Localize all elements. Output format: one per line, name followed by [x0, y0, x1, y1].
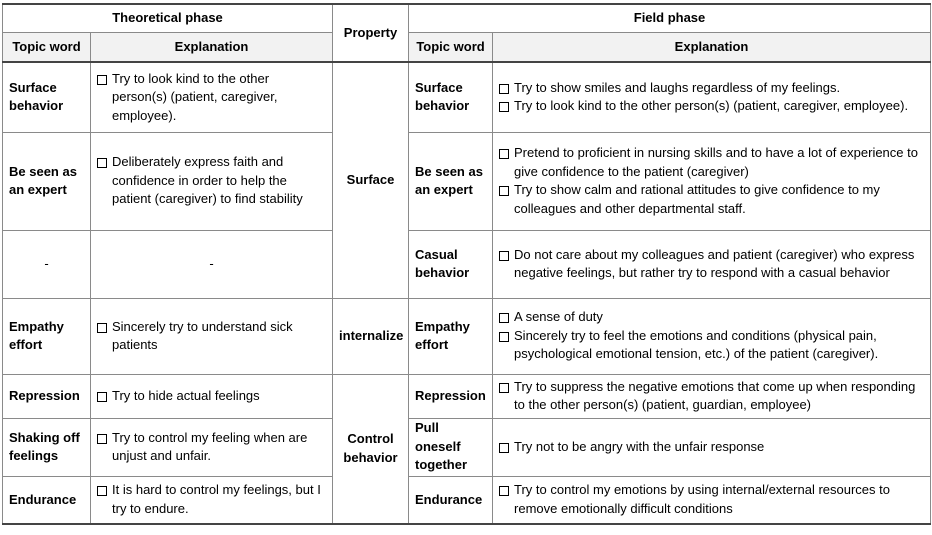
- checkbox-square-icon: [499, 383, 509, 393]
- checkbox-square-icon: [499, 486, 509, 496]
- checkbox-square-icon: [499, 84, 509, 94]
- table-row: [3, 476, 931, 524]
- field-topic: Endurance: [409, 476, 493, 524]
- explanation-text: Try to hide actual feelings: [112, 387, 260, 403]
- field-topic: Pull oneself together: [409, 418, 493, 476]
- field-explanation: [493, 132, 931, 230]
- field-topic: Empathy effort: [409, 298, 493, 374]
- table-row: [3, 132, 931, 230]
- checkbox-square-icon: [499, 332, 509, 342]
- checkbox-square-icon: [97, 392, 107, 402]
- checkbox-square-icon: [499, 251, 509, 261]
- checkbox-square-icon: [499, 102, 509, 112]
- explanation-text: Sincerely try to understand sick patients: [112, 318, 293, 352]
- explanation-text: Sincerely try to feel the emotions and conditions (physical pain, psychological emotional tension, etc.) of the patient (caregiver).: [514, 327, 879, 362]
- field-explanation: [493, 374, 931, 418]
- property-header: Property: [333, 4, 409, 62]
- theoretical-explanation: [91, 374, 333, 418]
- explanation-text: Try not to be angry with the unfair response: [514, 438, 765, 454]
- explanation-text: Pretend to proficient in nursing skills and to have a lot of experience to give confidence to the patient (caregiver): [514, 145, 918, 179]
- explanation-text: Try to control my emotions by using internal/external resources to remove emotionally difficult conditions: [514, 482, 890, 516]
- theoretical-explanation: [91, 62, 333, 132]
- theoretical-explanation: [91, 298, 333, 374]
- table-row: [3, 374, 931, 418]
- explanation-text: Try to look kind to the other person(s) (patient, caregiver, employee).: [514, 98, 909, 114]
- checkbox-square-icon: [97, 75, 107, 85]
- theoretical-explanation: [91, 132, 333, 230]
- explanation-text: Deliberately express faith and confidence in order to help the patient (caregiver) to find stability: [112, 154, 303, 207]
- field-explanation: [493, 418, 931, 476]
- explanation-text: Try to show smiles and laughs regardless of my feelings.: [514, 79, 841, 95]
- explanation-text: It is hard to control my feelings, but I try to endure.: [112, 482, 321, 516]
- checkbox-square-icon: [97, 434, 107, 444]
- checkbox-square-icon: [499, 149, 509, 159]
- checkbox-square-icon: [97, 323, 107, 333]
- field-topic-word-header: Topic word: [409, 32, 493, 62]
- field-explanation-header: Explanation: [493, 32, 931, 62]
- explanation-text: Try to show calm and rational attitudes to give confidence to my colleagues and other departmental staff.: [514, 182, 880, 216]
- table-row: [3, 230, 931, 298]
- theoretical-topic: Repression: [3, 374, 91, 418]
- checkbox-square-icon: [499, 313, 509, 323]
- theoretical-explanation-header: Explanation: [91, 32, 333, 62]
- field-phase-header: Field phase: [409, 4, 931, 32]
- field-topic: Be seen as an expert: [409, 132, 493, 230]
- field-topic: Repression: [409, 374, 493, 418]
- field-explanation: [493, 298, 931, 374]
- table-row: [3, 62, 931, 132]
- theoretical-topic: Surface behavior: [3, 62, 91, 132]
- explanation-text: Try to suppress the negative emotions that come up when responding to the other person(s) (patient, guardian, employee): [514, 378, 916, 412]
- theoretical-topic: Empathy effort: [3, 298, 91, 374]
- property-internalize: internalize: [333, 298, 409, 374]
- checkbox-square-icon: [499, 186, 509, 196]
- theoretical-explanation: [91, 418, 333, 476]
- explanation-text: Try to control my feeling when are unjust and unfair.: [112, 429, 308, 463]
- table-row: [3, 298, 931, 374]
- theoretical-topic: -: [3, 230, 91, 298]
- field-topic: Surface behavior: [409, 62, 493, 132]
- checkbox-square-icon: [499, 443, 509, 453]
- property-control-behavior: Control behavior: [333, 374, 409, 524]
- theoretical-topic: Be seen as an expert: [3, 132, 91, 230]
- checkbox-square-icon: [97, 486, 107, 496]
- field-explanation: [493, 476, 931, 524]
- explanation-text: A sense of duty: [514, 309, 603, 325]
- theoretical-explanation: -: [91, 230, 333, 298]
- theoretical-topic: Shaking off feelings: [3, 418, 91, 476]
- theoretical-topic: Endurance: [3, 476, 91, 524]
- checkbox-square-icon: [97, 158, 107, 168]
- theoretical-phase-header: Theoretical phase: [3, 4, 333, 32]
- comparison-table: [2, 3, 931, 525]
- theoretical-explanation: [91, 476, 333, 524]
- explanation-text: Do not care about my colleagues and patient (caregiver) who express negative feelings, but rather try to respond with a casual behavior: [514, 246, 915, 280]
- field-explanation: [493, 230, 931, 298]
- theoretical-topic-word-header: Topic word: [3, 32, 91, 62]
- field-explanation: [493, 62, 931, 132]
- explanation-text: Try to look kind to the other person(s) (patient, caregiver, employee).: [112, 70, 278, 123]
- property-surface: Surface: [333, 62, 409, 298]
- table-row: [3, 418, 931, 476]
- field-topic: Casual behavior: [409, 230, 493, 298]
